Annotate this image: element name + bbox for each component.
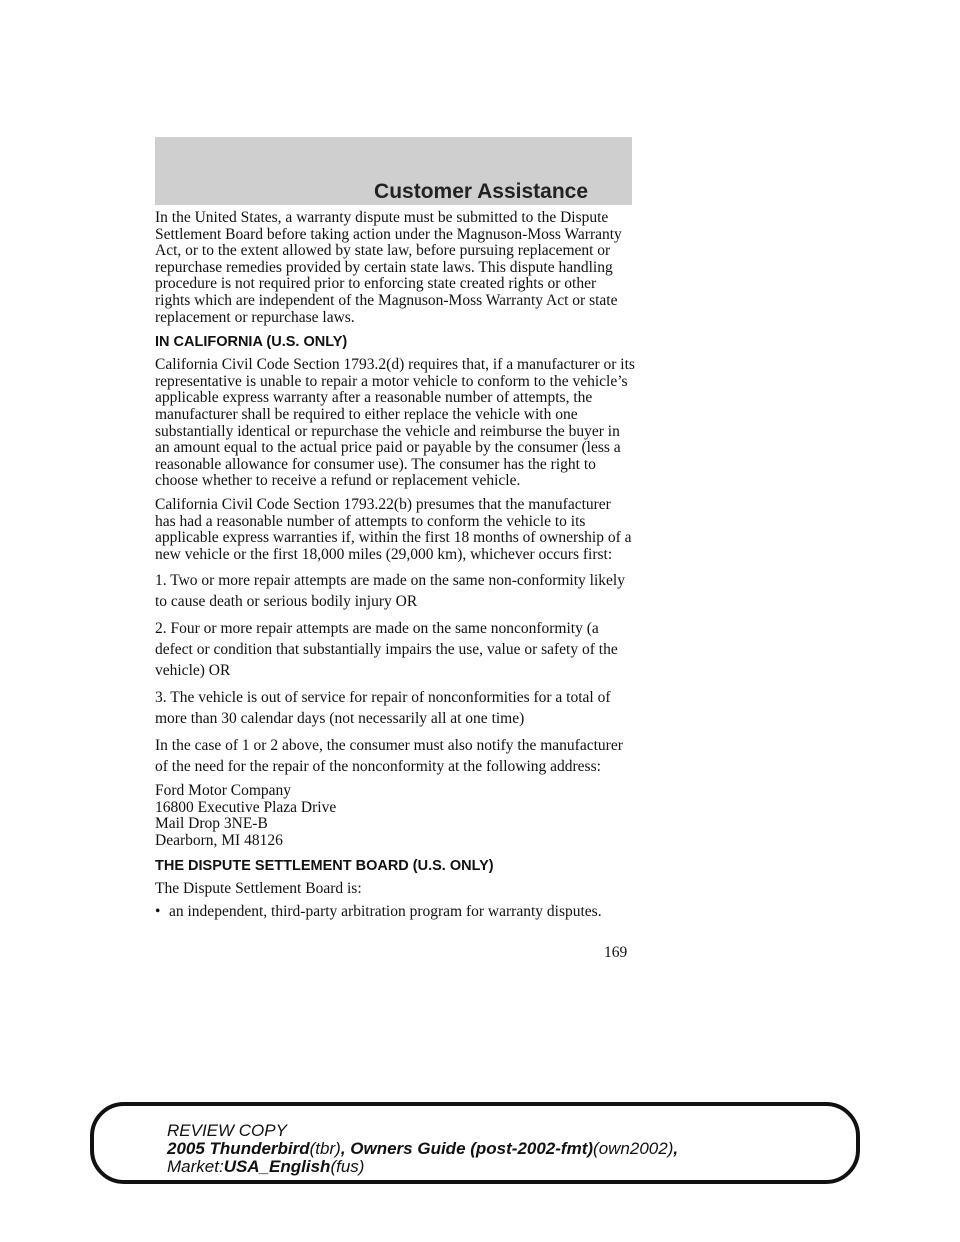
california-paragraph-2: California Civil Code Section 1793.22(b) presumes that the manufacturer has had a reasonable number of attempts to conform the vehicle to its applicable express warranties if, within the first 18 months of ownership of a new vehicle or the first 18,000 miles (29,000 km), whichever occurs first: [155,495,632,563]
bullet-icon: • [155,903,161,921]
review-copy-text [167,1122,678,1176]
address-line: Ford Motor Company [155,782,292,800]
intro-paragraph: In the United States, a warranty dispute must be submitted to the Dispute Settlement Board before taking action under the Magnuson-Moss Warranty Act, or to the extent allowed by state law, before pursuing replacement or repurchase remedies provided by certain state laws. This dispute handling procedure is not required prior to enforcing state created rights or other rights which are independent of the Magnuson-Moss Warranty Act or state replacement or repurchase laws. [155,209,622,326]
address-line: Mail Drop 3NE-B [155,815,268,833]
board-intro: The Dispute Settlement Board is: [155,879,362,897]
heading-california: IN CALIFORNIA (U.S. ONLY) [155,334,348,351]
section-title: Customer Assistance [374,180,588,203]
notify-paragraph: In the case of 1 or 2 above, the consumer must also notify the manufacturer of the need for the repair of the nonconformity at the following address: [155,737,623,776]
bullet-item [155,904,635,921]
market-label: Market: [167,1157,224,1176]
address-line: 16800 Executive Plaza Drive [155,798,337,816]
address-line: Dearborn, MI 48126 [155,832,283,850]
page-number: 169 [604,944,628,961]
model-name: 2005 Thunderbird [167,1139,310,1158]
list-item-2: 2. Four or more repair attempts are made on the same nonconformity (a defect or condition that substantially impairs the use, value or safety of the vehicle) OR [155,620,618,680]
list-item-1: 1. Two or more repair attempts are made on the same non-conformity likely to cause death or serious bodily injury OR [155,572,625,611]
bullet-text: an independent, third-party arbitration program for warranty disputes. [169,903,602,921]
heading-dispute-board: THE DISPUTE SETTLEMENT BOARD (U.S. ONLY) [155,857,494,874]
review-copy-footer [90,1102,860,1184]
review-copy-label: REVIEW COPY [167,1121,287,1140]
address-block [155,783,635,849]
market-code: (fus) [330,1157,365,1176]
page-content [155,210,635,921]
model-code: (tbr) [309,1139,341,1158]
list-item-3: 3. The vehicle is out of service for repair of nonconformities for a total of more than 30 calendar days (not necessarily all at one time) [155,689,611,728]
california-paragraph-1: California Civil Code Section 1793.2(d) requires that, if a manufacturer or its representative is unable to repair a motor vehicle to conform to the vehicle’s applicable express warranty after a reasonable number of attempts, the manufacturer shall be required to either replace the vehicle with one substantially identical or repurchase the vehicle and reimburse the buyer in an amount equal to the actual price paid or payable by the consumer (less a reasonable allowance for consumer use). The consumer has the right to choose whether to receive a refund or replacement vehicle. [155,356,635,490]
review-copy-line3 [167,1158,678,1176]
separator: , [340,1139,346,1158]
review-copy-line2 [167,1140,678,1158]
guide-code: (own2002) [593,1139,674,1158]
section-header-band [155,137,632,205]
separator: , [673,1139,679,1158]
market-name: USA_English [223,1157,331,1176]
guide-name: Owners Guide (post-2002-fmt) [345,1139,594,1158]
